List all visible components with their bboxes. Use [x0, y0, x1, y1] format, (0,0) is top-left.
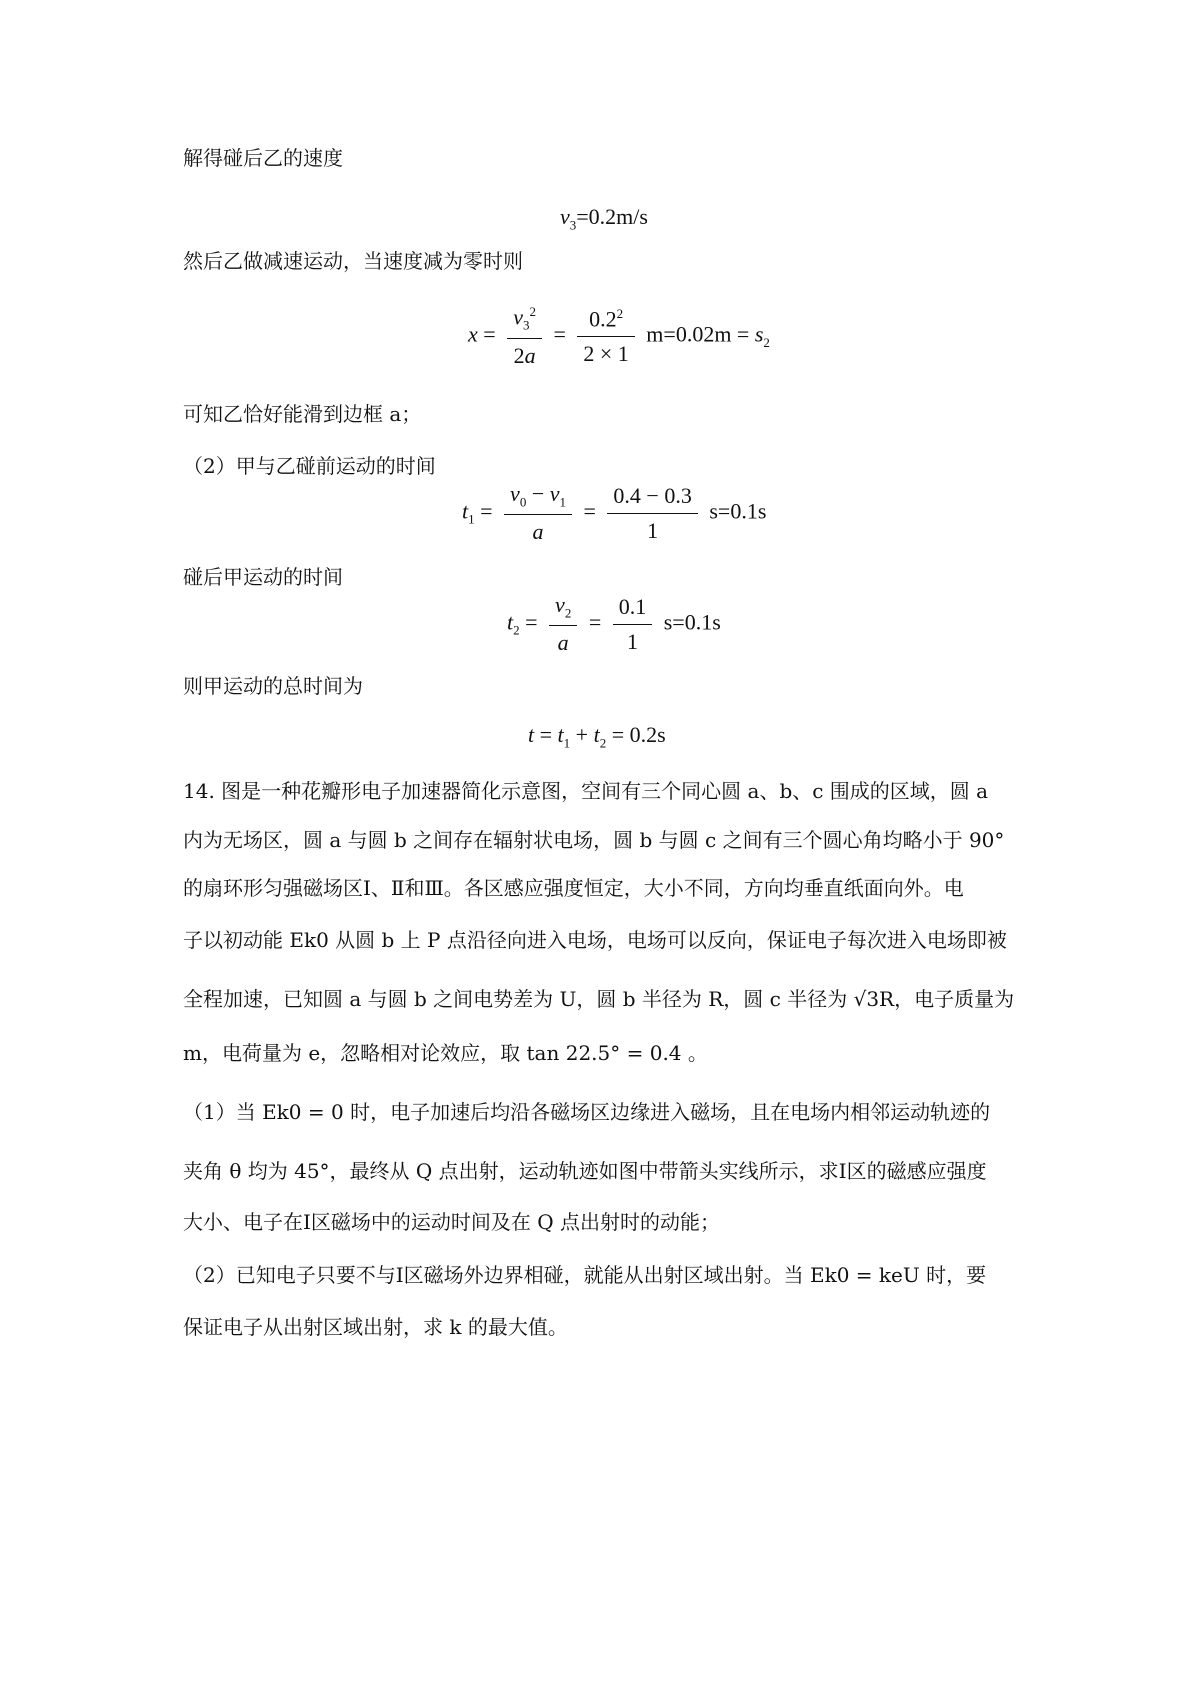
text-part2-time: （2）甲与乙碰前运动的时间	[183, 454, 436, 478]
text-total-time: 则甲运动的总时间为	[183, 674, 363, 698]
text-line	[183, 400, 421, 428]
text-line	[183, 247, 523, 275]
text-line	[183, 452, 436, 480]
equation-t2: $t_2$ = $\frac{v_2}{a}$ = $\frac{0.1}{1}$ s=0.1s	[507, 592, 721, 656]
text-line	[183, 144, 343, 172]
question-1-line-3: 大小、电子在Ⅰ区磁场中的运动时间及在 Q 点出射时的动能；	[183, 1210, 721, 1234]
equation-x: x = $\frac{v_3^2}{2a}$ = $\frac{0.2^2}{2 \times 1}$ $m=0.02m = s_2$	[468, 304, 770, 368]
problem-text	[183, 874, 964, 902]
text-after-collision-time: 碰后甲运动的时间	[183, 565, 343, 589]
problem-text	[183, 926, 1007, 954]
question-1	[183, 1208, 720, 1236]
question-2-line-1: （2）已知电子只要不与Ⅰ区磁场外边界相碰，就能从出射区域出射。当 Ek0 = keU 时，要	[183, 1263, 987, 1287]
problem-text	[183, 777, 988, 805]
problem-line-5: 全程加速，已知圆 a 与圆 b 之间电势差为 U，圆 b 半径为 R，圆 c 半径为 √3R，电子质量为	[183, 987, 1015, 1011]
problem-line-1: 14. 图是一种花瓣形电子加速器简化示意图，空间有三个同心圆 a、b、c 围成的区域，圆 a	[183, 779, 989, 803]
question-1-line-1: （1）当 Ek0 = 0 时，电子加速后均沿各磁场区边缘进入磁场，且在电场内相邻运动轨迹的	[183, 1100, 991, 1124]
problem-line-4: 子以初动能 Ek0 从圆 b 上 P 点沿径向进入电场，电场可以反向，保证电子每次进入电场即被	[183, 928, 1007, 952]
text-solve-speed: 解得碰后乙的速度	[183, 146, 343, 170]
question-2	[183, 1261, 986, 1289]
problem-text	[183, 985, 1014, 1013]
problem-text	[183, 1039, 708, 1067]
text-slide-to-a: 可知乙恰好能滑到边框 a；	[183, 402, 422, 426]
question-2-line-2: 保证电子从出射区域出射，求 k 的最大值。	[183, 1315, 568, 1339]
problem-line-3: 的扇环形匀强磁场区Ⅰ、Ⅱ和Ⅲ。各区感应强度恒定，大小不同，方向均垂直纸面向外。电	[183, 876, 964, 900]
problem-line-6: m，电荷量为 e，忽略相对论效应，取 tan 22.5° = 0.4 。	[183, 1041, 708, 1065]
text-line	[183, 563, 343, 591]
problem-text	[183, 826, 1004, 854]
text-decelerate: 然后乙做减速运动，当速度减为零时则	[183, 249, 523, 273]
question-2	[183, 1313, 568, 1341]
equation-total-t: $t = t_1 + t_2 = 0.2s$	[528, 722, 666, 751]
text-line	[183, 672, 363, 700]
question-1-line-2: 夹角 θ 均为 45°，最终从 Q 点出射，运动轨迹如图中带箭头实线所示，求Ⅰ区的磁感应强度	[183, 1159, 987, 1183]
question-1	[183, 1098, 990, 1126]
equation-v3: $v_3=0.2m/s$	[560, 204, 648, 233]
problem-line-2: 内为无场区，圆 a 与圆 b 之间存在辐射状电场，圆 b 与圆 c 之间有三个圆心角均略小于 90°	[183, 828, 1005, 852]
equation-t1: $t_1$ = $\frac{v_0 - v_1}{a}$ = $\frac{0.4 - 0.3}{1}$ s=0.1s	[462, 481, 767, 545]
question-1	[183, 1157, 987, 1185]
